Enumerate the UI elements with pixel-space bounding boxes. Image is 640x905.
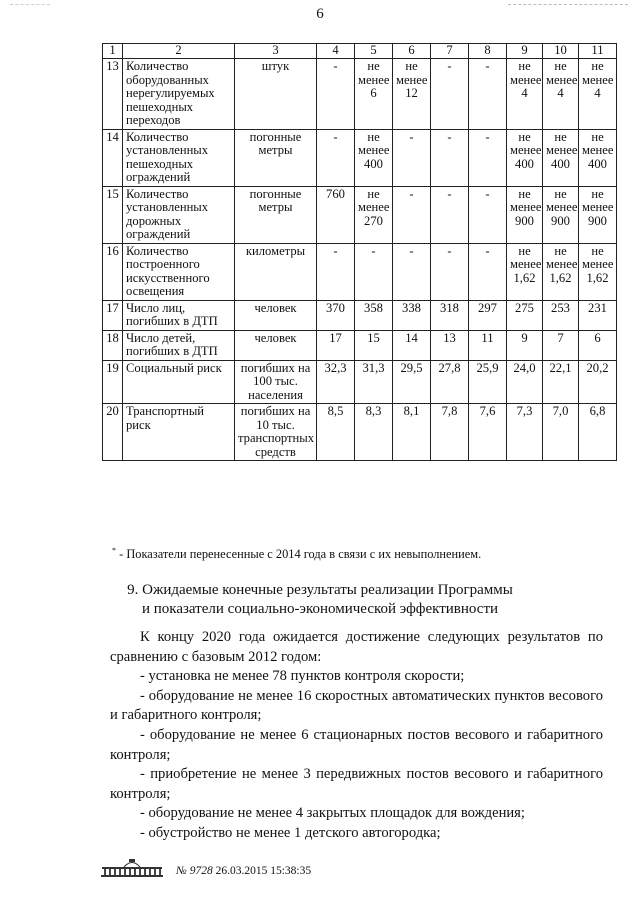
table-row — [103, 59, 617, 130]
table-cell: не менее 270 — [355, 186, 393, 243]
table-cell: 31,3 — [355, 360, 393, 404]
header-cell: 5 — [355, 44, 393, 59]
section-title-line-1: 9. Ожидаемые конечные результаты реализации Программы — [127, 582, 513, 598]
table-cell: 14 — [103, 129, 123, 186]
table-cell: 760 — [317, 186, 355, 243]
table-cell: - — [317, 243, 355, 300]
table-row — [103, 243, 617, 300]
table-cell: человек — [235, 300, 317, 330]
table-cell: штук — [235, 59, 317, 130]
table-cell: 8,3 — [355, 404, 393, 461]
table-row — [103, 330, 617, 360]
table-cell: 7 — [543, 330, 579, 360]
table-cell: 8,1 — [393, 404, 431, 461]
table-cell: не менее 1,62 — [507, 243, 543, 300]
table-row — [103, 300, 617, 330]
table-cell: не менее 12 — [393, 59, 431, 130]
indicators-table — [102, 43, 617, 461]
document-stamp — [100, 857, 311, 884]
table-cell: - — [469, 186, 507, 243]
page-number: 6 — [316, 6, 324, 22]
table-cell: - — [431, 129, 469, 186]
table-cell: не менее 400 — [507, 129, 543, 186]
indicator-name-cell: Количество построенного искусственного освещения — [123, 243, 235, 300]
table-cell: 231 — [579, 300, 617, 330]
table-cell: 20,2 — [579, 360, 617, 404]
indicator-name-cell: Транспортный риск — [123, 404, 235, 461]
header-cell: 3 — [235, 44, 317, 59]
table-cell: - — [431, 186, 469, 243]
table-cell: 18 — [103, 330, 123, 360]
table-cell: погибших на 100 тыс. населения — [235, 360, 317, 404]
table-cell: не менее 900 — [507, 186, 543, 243]
table-cell: 19 — [103, 360, 123, 404]
table-row — [103, 404, 617, 461]
table-cell: 13 — [431, 330, 469, 360]
table-cell: - — [317, 59, 355, 130]
table-cell: погонные метры — [235, 129, 317, 186]
table-cell: погибших на 10 тыс. транспортных средств — [235, 404, 317, 461]
header-cell: 2 — [123, 44, 235, 59]
table-cell: - — [355, 243, 393, 300]
table-cell: 24,0 — [507, 360, 543, 404]
table-cell: 7,8 — [431, 404, 469, 461]
table-cell: - — [431, 59, 469, 130]
table-cell: 11 — [469, 330, 507, 360]
table-cell: 253 — [543, 300, 579, 330]
header-cell: 11 — [579, 44, 617, 59]
footnote-mark: * — [112, 546, 116, 555]
table-cell: человек — [235, 330, 317, 360]
table-cell: не менее 1,62 — [579, 243, 617, 300]
table-cell: 13 — [103, 59, 123, 130]
table-cell: 22,1 — [543, 360, 579, 404]
table-cell: - — [393, 186, 431, 243]
table-cell: не менее 4 — [507, 59, 543, 130]
table-cell: 7,0 — [543, 404, 579, 461]
table-cell: - — [469, 129, 507, 186]
stamp-text — [176, 865, 311, 877]
table-cell: не менее 6 — [355, 59, 393, 130]
header-cell: 8 — [469, 44, 507, 59]
table-cell: - — [469, 59, 507, 130]
header-cell: 7 — [431, 44, 469, 59]
table-cell: не менее 400 — [579, 129, 617, 186]
table-cell: 16 — [103, 243, 123, 300]
table-cell: погонные метры — [235, 186, 317, 243]
table-cell: не менее 4 — [543, 59, 579, 130]
header-cell: 10 — [543, 44, 579, 59]
footnote-text: - Показатели перенесенные с 2014 года в связи с их невыполнением. — [116, 547, 482, 562]
result-item: - оборудование не менее 16 скоростных автоматических пунктов весового и габаритного контроля; — [110, 687, 603, 724]
table-cell: - — [469, 243, 507, 300]
result-item: - оборудование не менее 6 стационарных постов весового и габаритного контроля; — [110, 726, 603, 763]
building-logo-icon — [100, 857, 164, 884]
indicator-name-cell: Количество установленных пешеходных ограждений — [123, 129, 235, 186]
table-cell: 25,9 — [469, 360, 507, 404]
indicator-name-cell: Число лиц, погибших в ДТП — [123, 300, 235, 330]
table-row — [103, 186, 617, 243]
table-cell: 275 — [507, 300, 543, 330]
indicator-name-cell: Количество оборудованных нерегулируемых пешеходных переходов — [123, 59, 235, 130]
indicator-name-cell: Социальный риск — [123, 360, 235, 404]
table-cell: - — [393, 243, 431, 300]
table-cell: не менее 900 — [543, 186, 579, 243]
table-cell: - — [431, 243, 469, 300]
table-cell: 8,5 — [317, 404, 355, 461]
table-cell: не менее 1,62 — [543, 243, 579, 300]
table-row — [103, 129, 617, 186]
table-cell: 15 — [103, 186, 123, 243]
table-cell: - — [317, 129, 355, 186]
result-item: - оборудование не менее 4 закрытых площадок для вождения; — [140, 805, 525, 822]
table-cell: не менее 400 — [355, 129, 393, 186]
table-cell: 17 — [103, 300, 123, 330]
table-cell: 9 — [507, 330, 543, 360]
stamp-datetime: 26.03.2015 15:38:35 — [215, 864, 312, 877]
header-cell: 6 — [393, 44, 431, 59]
header-cell: 9 — [507, 44, 543, 59]
indicator-name-cell: Число детей, погибших в ДТП — [123, 330, 235, 360]
table-cell: 29,5 — [393, 360, 431, 404]
scan-mark-right — [508, 4, 628, 5]
result-item: - обустройство не менее 1 детского автогородка; — [140, 824, 441, 841]
result-item: - приобретение не менее 3 передвижных постов весового и габаритного контроля; — [110, 766, 603, 802]
result-item: - установка не менее 78 пунктов контроля скорости; — [140, 668, 465, 685]
table-cell: 6,8 — [579, 404, 617, 461]
header-cell: 4 — [317, 44, 355, 59]
intro-paragraph: К концу 2020 года ожидается достижение следующих результатов по сравнению с базовым 2012 годом: — [110, 629, 603, 665]
table-cell: 318 — [431, 300, 469, 330]
footnote — [112, 546, 481, 562]
indicator-name-cell: Количество установленных дорожных ограждений — [123, 186, 235, 243]
table-cell: 7,6 — [469, 404, 507, 461]
table-cell: километры — [235, 243, 317, 300]
table-cell: 370 — [317, 300, 355, 330]
table-cell: не менее 4 — [579, 59, 617, 130]
table-cell: 6 — [579, 330, 617, 360]
scan-mark-left — [10, 4, 50, 5]
table-cell: 17 — [317, 330, 355, 360]
table-cell: не менее 900 — [579, 186, 617, 243]
table-header-row — [103, 44, 617, 59]
table-cell: 338 — [393, 300, 431, 330]
table-cell: не менее 400 — [543, 129, 579, 186]
section-title — [0, 581, 640, 619]
table-cell: 297 — [469, 300, 507, 330]
table-cell: 358 — [355, 300, 393, 330]
table-cell: 15 — [355, 330, 393, 360]
table-row — [103, 360, 617, 404]
section-title-line-2: и показатели социально-экономической эффективности — [141, 601, 499, 617]
table-cell: - — [393, 129, 431, 186]
table-cell: 27,8 — [431, 360, 469, 404]
stamp-number: № 9728 — [176, 864, 213, 877]
table-cell: 7,3 — [507, 404, 543, 461]
body-text — [110, 628, 603, 844]
table-cell: 32,3 — [317, 360, 355, 404]
header-cell: 1 — [103, 44, 123, 59]
table-cell: 14 — [393, 330, 431, 360]
table-cell: 20 — [103, 404, 123, 461]
